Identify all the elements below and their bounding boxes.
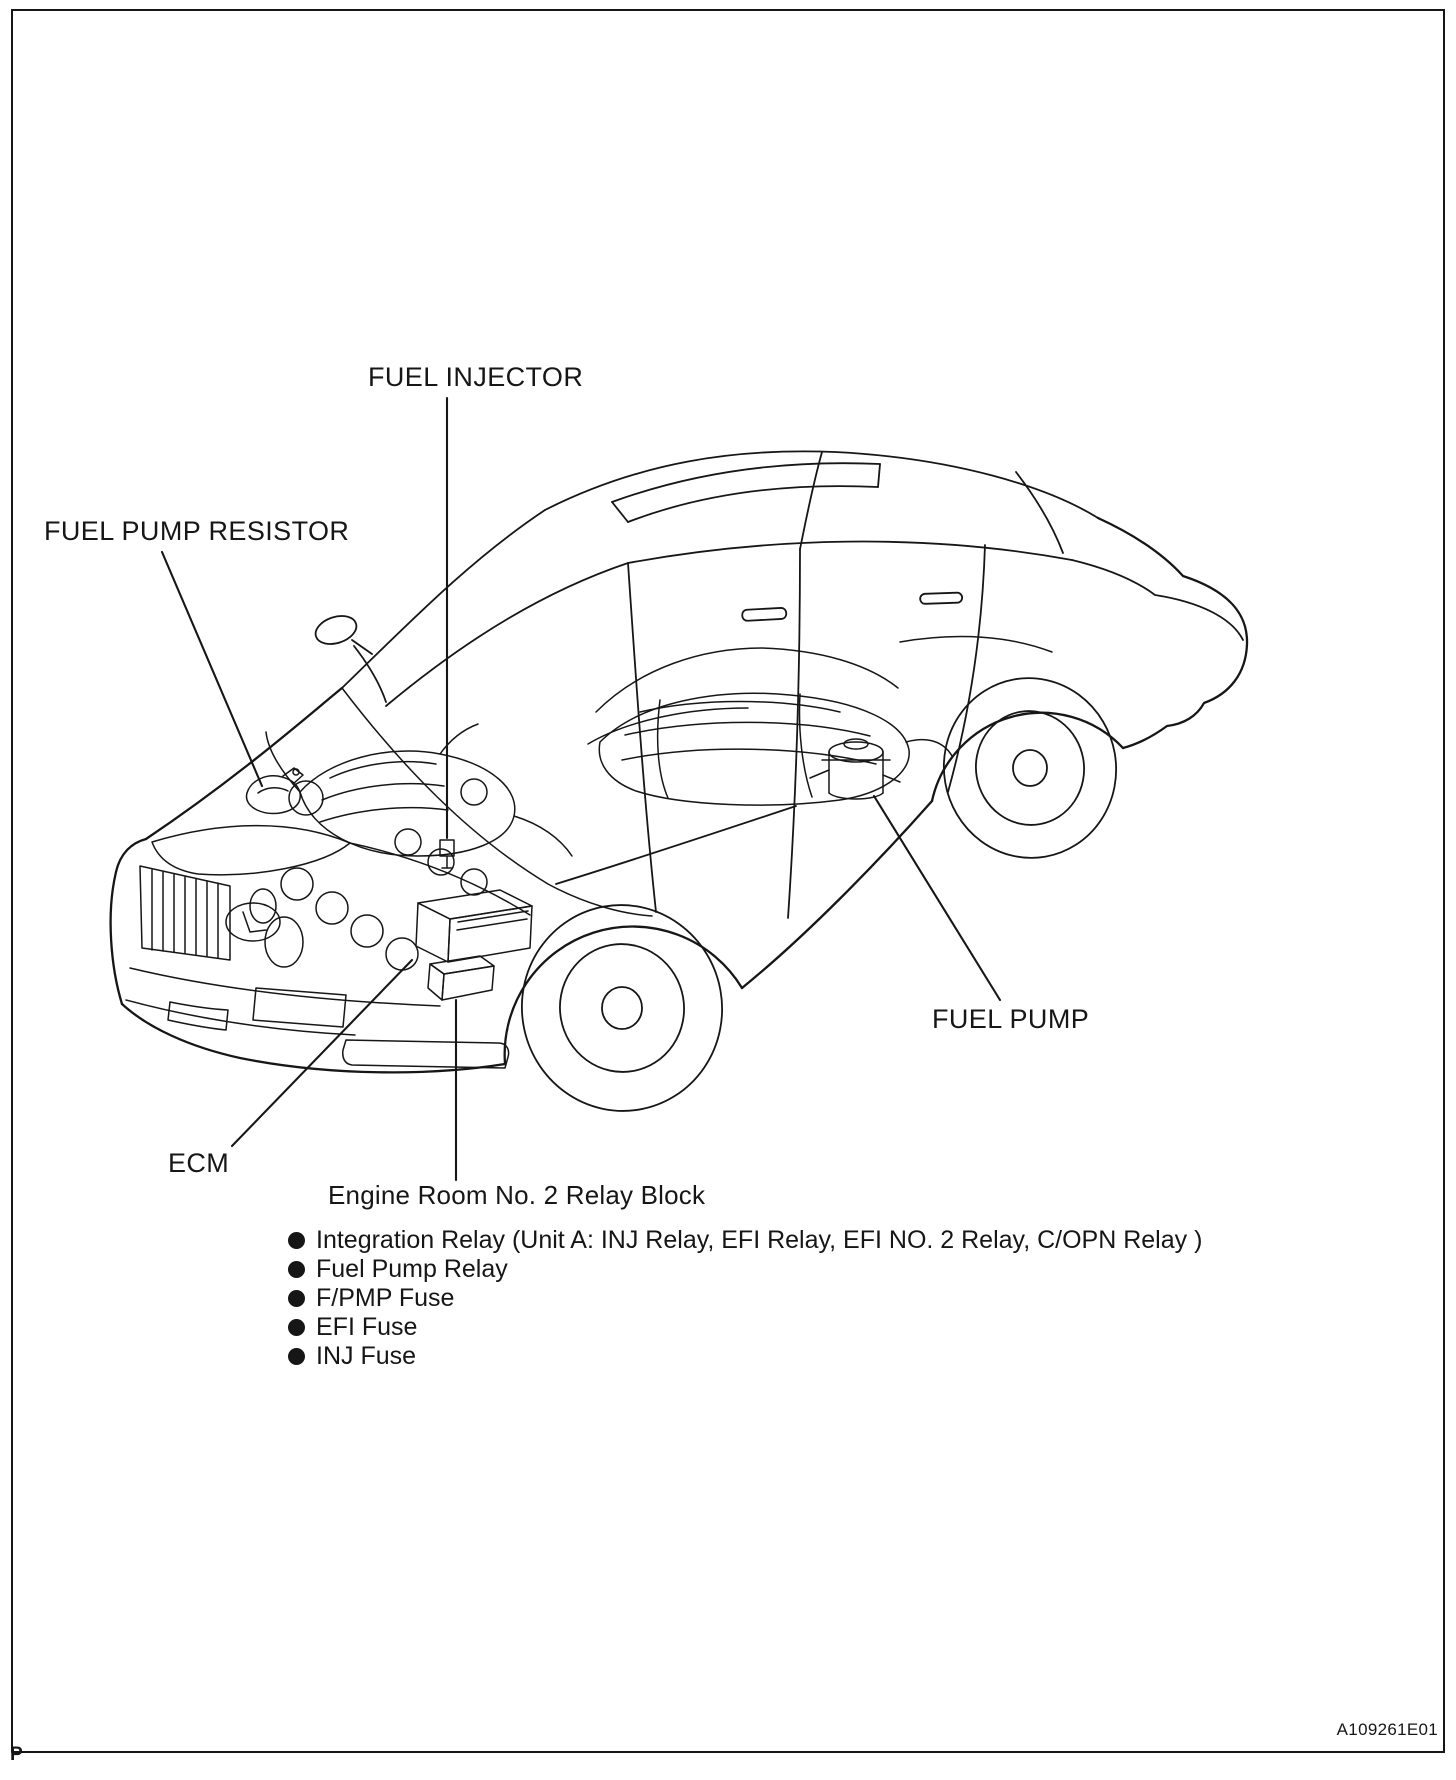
label-fuel-injector: FUEL INJECTOR bbox=[368, 362, 584, 392]
figure-id: A109261E01 bbox=[1336, 1720, 1438, 1739]
legend-item-label: Integration Relay (Unit A: INJ Relay, EFI Relay, EFI NO. 2 Relay, C/OPN Relay ) bbox=[316, 1226, 1203, 1254]
engine-assembly bbox=[250, 688, 652, 970]
bullet-icon bbox=[288, 1232, 305, 1249]
relay-block-part bbox=[428, 956, 494, 1000]
legend-item bbox=[288, 1255, 1202, 1284]
legend-item-label: INJ Fuse bbox=[316, 1342, 417, 1370]
bullet-icon bbox=[288, 1290, 305, 1307]
bullet-icon bbox=[288, 1319, 305, 1336]
legend-item bbox=[288, 1313, 1202, 1342]
ecm-part bbox=[416, 890, 532, 962]
fuel-pump-resistor-part bbox=[246, 768, 303, 813]
car-doors bbox=[556, 545, 985, 918]
label-ecm: ECM bbox=[168, 1148, 230, 1178]
legend-item bbox=[288, 1342, 1202, 1371]
car-front-details bbox=[126, 826, 530, 1068]
car-wheels bbox=[506, 664, 1131, 1126]
fuel-pump-part bbox=[810, 739, 900, 799]
label-fuel-pump-resistor: FUEL PUMP RESISTOR bbox=[44, 516, 350, 546]
relay-block-legend bbox=[288, 1226, 1202, 1371]
legend-item bbox=[288, 1226, 1202, 1255]
car-greenhouse bbox=[312, 451, 1243, 706]
page-marker: P bbox=[10, 1744, 23, 1765]
legend-item-label: Fuel Pump Relay bbox=[316, 1255, 508, 1283]
bullet-icon bbox=[288, 1261, 305, 1278]
legend-item-label: F/PMP Fuse bbox=[316, 1284, 455, 1312]
bullet-icon bbox=[288, 1348, 305, 1365]
fuel-tank-assembly bbox=[588, 637, 1052, 806]
legend-item bbox=[288, 1284, 1202, 1313]
legend-item-label: EFI Fuse bbox=[316, 1313, 418, 1341]
label-fuel-pump: FUEL PUMP bbox=[932, 1004, 1090, 1034]
label-relay-block: Engine Room No. 2 Relay Block bbox=[328, 1180, 706, 1210]
leader-fuel-pump bbox=[874, 796, 1000, 1000]
leader-fuel-pump-resistor bbox=[162, 552, 262, 786]
